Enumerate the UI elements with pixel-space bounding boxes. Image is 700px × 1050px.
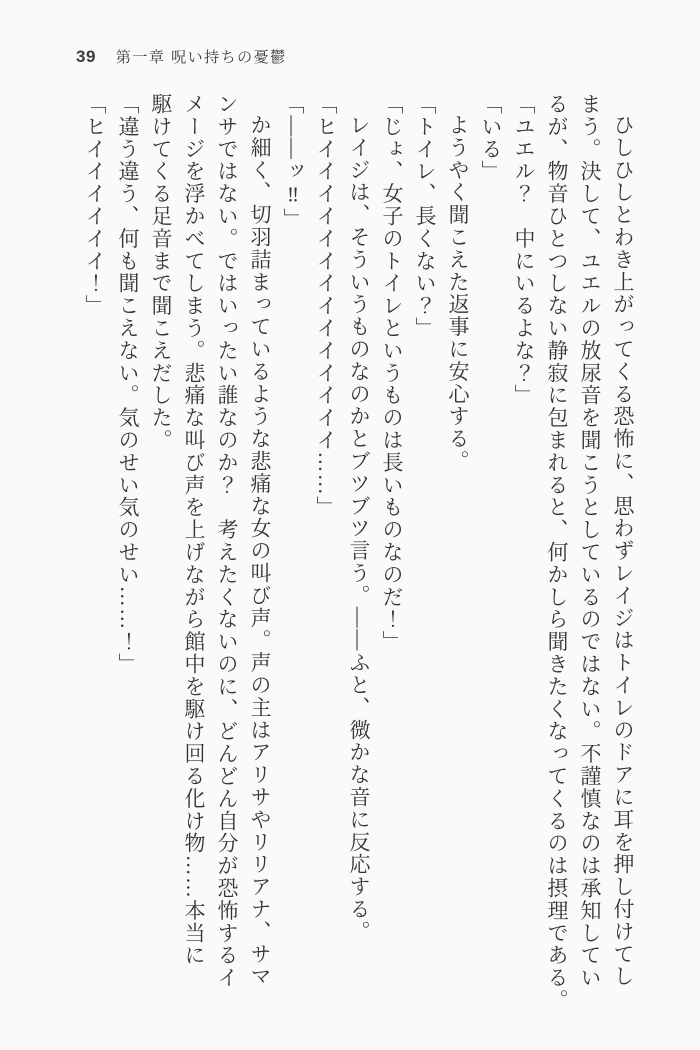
running-head bbox=[76, 46, 287, 67]
text-line: 駆けてくる足音まで聞こえだした。 bbox=[149, 93, 173, 452]
text-line: まう。決して、ユエルの放尿音を聞こうとしているのではない。不謹慎なのは承知してい bbox=[578, 93, 602, 989]
text-line: レイジは、そういうものなのかとブツブツ言う。――ふと、微かな音に反応する。 bbox=[347, 114, 371, 943]
text-line: ようやく聞こえた返事に安心する。 bbox=[446, 114, 470, 473]
text-line: か細く、切羽詰まっているような悲痛な女の叫び声。声の主はアリサやリリアナ、サマ bbox=[248, 114, 272, 988]
chapter-title: 第一章 呪い持ちの憂鬱 bbox=[115, 49, 287, 66]
text-line: ンサではない。ではいったい誰なのか？ 考えたくないのに、どんどん自分が恐怖するイ bbox=[215, 93, 239, 989]
body-text bbox=[78, 93, 639, 1013]
text-line: 「――ッ‼」 bbox=[281, 93, 305, 231]
text-line: メージを浮かべてしまう。悲痛な叫び声を上げながら館中を駆け回る化け物……本当に bbox=[182, 93, 206, 967]
text-line: ひしひしとわき上がってくる恐怖に、思わずレイジはトイレのドアに耳を押し付けてし bbox=[611, 114, 635, 988]
text-line: 「違う違う、何も聞こえない。気のせい気のせい……！」 bbox=[116, 93, 140, 676]
text-line: 「ユエル？ 中にいるよな？」 bbox=[512, 93, 536, 407]
text-line: 「いる」 bbox=[479, 93, 503, 183]
text-line: 「トイレ、長くない？」 bbox=[413, 93, 437, 340]
page-number: 39 bbox=[76, 47, 96, 66]
text-line: るが、物音ひとつしない静寂に包まれると、何かしら聞きたくなってくるのは摂理である。 bbox=[545, 93, 569, 1012]
text-line: 「ヒイイイイイイ！」 bbox=[83, 93, 107, 317]
text-line: 「ヒイイイイイイイイイイイイイイ……」 bbox=[314, 93, 338, 519]
text-line: 「じょ、女子のトイレというものは長いものなのだ！」 bbox=[380, 93, 404, 653]
